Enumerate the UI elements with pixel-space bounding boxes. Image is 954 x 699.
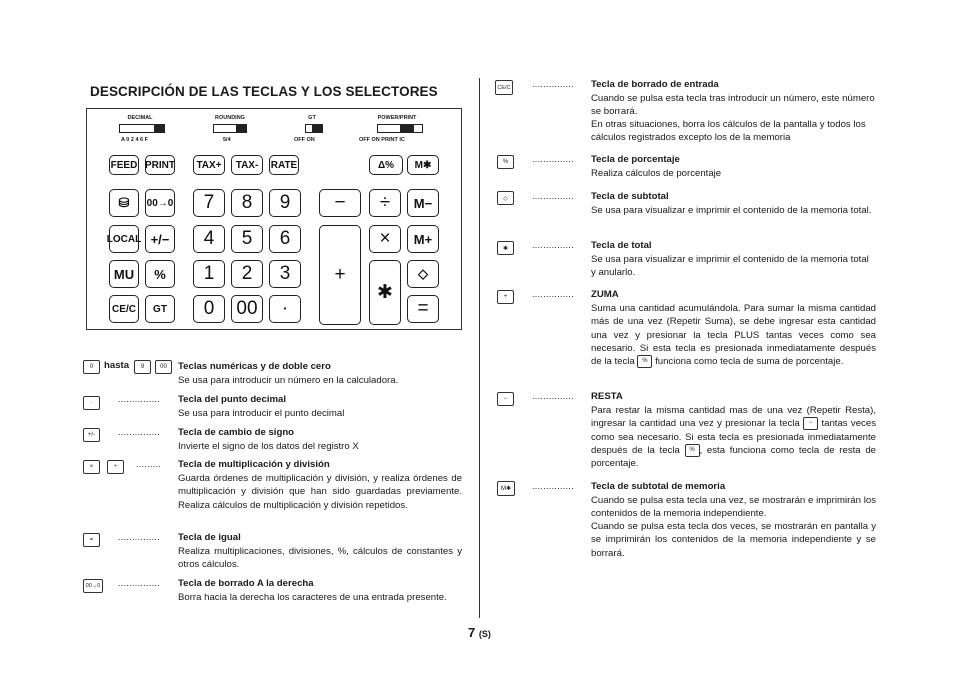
rounding-selector[interactable] <box>213 124 247 133</box>
entry-title: Teclas numéricas y de doble cero <box>178 361 331 372</box>
backspace-key[interactable]: 00→0 <box>145 189 175 217</box>
memory-subtotal-key[interactable]: M✱ <box>407 155 439 175</box>
sign-change-key[interactable]: +/− <box>145 225 175 253</box>
power-selector[interactable] <box>377 124 423 133</box>
key-2[interactable]: 2 <box>231 260 263 288</box>
entry-title: Tecla de multiplicación y división <box>178 459 330 470</box>
backspace-key-icon: 00→0 <box>83 579 103 593</box>
entry-text: Borra hacia la derecha los caracteres de una entrada presente. <box>178 592 447 603</box>
local-key[interactable]: LOCAL <box>109 225 139 253</box>
plus-key-icon: + <box>497 290 514 304</box>
entry-text: Se usa para visualizar e imprimir el contenido de la memoria total y anularlo. <box>591 254 869 279</box>
page-suffix: (S) <box>478 629 491 639</box>
key-4[interactable]: 4 <box>193 225 225 253</box>
total-key[interactable]: ✱ <box>369 260 401 325</box>
delta-percent-key[interactable]: Δ% <box>369 155 403 175</box>
key-9[interactable]: 9 <box>269 189 301 217</box>
key-0[interactable]: 0 <box>193 295 225 323</box>
page-number-value: 7 <box>468 625 476 640</box>
percent-key-icon: % <box>637 355 652 368</box>
entry-text-c: , esta funciona como tecla de resta de porcentaje. <box>591 444 877 470</box>
subtotal-key[interactable]: ◇ <box>407 260 439 288</box>
leader-dots: ............... <box>532 481 575 491</box>
entry-text: Cuando se pulsa esta tecla una vez, se mostrarán e imprimirán los contenidos de la memoria independiente. <box>591 495 876 520</box>
entry-text: Se usa para introducir el punto decimal <box>178 408 345 419</box>
entry-text-b: tantas veces como sea necesario. Si esta tecla es presionada inmediatamente después de la tecla <box>591 418 876 456</box>
percent-key[interactable]: % <box>145 260 175 288</box>
coin-key[interactable]: ⛁ <box>109 189 139 217</box>
leader-dots: ............... <box>118 532 161 542</box>
divide-key-icon: ÷ <box>107 460 124 474</box>
entry-title: ZUMA <box>591 289 619 300</box>
rate-key[interactable]: RATE <box>269 155 299 175</box>
percent-key-icon: % <box>497 155 514 169</box>
decimal-selector-label: DECIMAL <box>127 115 153 121</box>
clear-entry-key-icon: CE/C <box>495 80 513 95</box>
entry-text-2: En otras situaciones, borra los cálculos de la pantalla y todos los cálculos registrados excepto los de la memoria <box>591 119 866 144</box>
multiply-key[interactable]: × <box>369 225 401 253</box>
subtotal-key-icon: ◇ <box>497 191 514 205</box>
entry-title: Tecla de subtotal de memoria <box>591 481 726 492</box>
entry-title: Tecla de porcentaje <box>591 154 680 165</box>
rounding-positions: 5/4 <box>223 137 231 143</box>
entry-title: Tecla de total <box>591 240 652 251</box>
double-zero-key-icon: 00 <box>155 360 172 374</box>
plus-key[interactable]: + <box>319 225 361 325</box>
keyboard-illustration <box>86 108 462 330</box>
leader-dots: ............... <box>118 394 161 404</box>
page-heading: DESCRIPCIÓN DE LAS TECLAS Y LOS SELECTORES <box>90 84 438 99</box>
entry-text: Invierte el signo de los datos del registro X <box>178 441 359 452</box>
entry-text: Realiza multiplicaciones, divisiones, %, cálculos de constantes y otros cálculos. <box>178 546 462 571</box>
leader-dots: ............... <box>532 289 575 299</box>
minus-key[interactable]: − <box>319 189 361 217</box>
gt-selector-label: GT <box>308 115 316 121</box>
zero-key-icon: 0 <box>83 360 100 374</box>
memory-minus-key[interactable]: M− <box>407 189 439 217</box>
divide-key[interactable]: ÷ <box>369 189 401 217</box>
percent-key-icon: % <box>685 444 700 457</box>
leader-dots: ......... <box>136 459 162 469</box>
entry-text-a: Suma una cantidad acumulándola. Para sumar la misma cantidad más de una vez (Repetir Suma), se debe ingresar esta cantidad una vez y presionar la tecla PLUS tantas veces como sea necesario. Si esta tecla es presionada inmediatamente después de la tecla <box>591 303 876 368</box>
tax-minus-key[interactable]: TAX- <box>231 155 263 175</box>
leader-dots: ............... <box>532 240 575 250</box>
grand-total-key[interactable]: GT <box>145 295 175 323</box>
equals-key[interactable]: = <box>407 295 439 323</box>
gt-selector[interactable] <box>305 124 323 133</box>
memory-plus-key[interactable]: M+ <box>407 225 439 253</box>
sign-change-key-icon: +/- <box>83 428 100 442</box>
leader-dots: ............... <box>532 391 575 401</box>
column-divider <box>479 78 480 618</box>
page-number <box>468 625 491 640</box>
entry-text-2: Cuando se pulsa esta tecla dos veces, se mostrarán en pantalla y se imprimirán los contenidos de la memoria independiente y se borrará. <box>591 521 876 559</box>
key-1[interactable]: 1 <box>193 260 225 288</box>
key-3[interactable]: 3 <box>269 260 301 288</box>
entry-title: Tecla de borrado de entrada <box>591 79 719 90</box>
entry-text: Se usa para visualizar e imprimir el contenido de la memoria total. <box>591 205 872 216</box>
nine-key-icon: 9 <box>134 360 151 374</box>
entry-title: Tecla de cambio de signo <box>178 427 295 438</box>
leader-dots: ............... <box>118 427 161 437</box>
decimal-positions: A 0 2 4 6 F <box>121 137 149 143</box>
tax-plus-key[interactable]: TAX+ <box>193 155 225 175</box>
key-5[interactable]: 5 <box>231 225 263 253</box>
power-selector-label: POWER/PRINT <box>377 115 417 121</box>
print-key[interactable]: PRINT <box>145 155 175 175</box>
entry-title: Tecla del punto decimal <box>178 394 287 405</box>
clear-entry-key[interactable]: CE/C <box>109 295 139 323</box>
key-6[interactable]: 6 <box>269 225 301 253</box>
leader-dots: ............... <box>118 578 161 588</box>
key-8[interactable]: 8 <box>231 189 263 217</box>
rounding-selector-label: ROUNDING <box>215 115 245 121</box>
entry-text-b: funciona como tecla de suma de porcentaje. <box>655 356 844 368</box>
entry-text-a: Para restar la misma cantidad mas de una vez (Repetir Resta), ingresar la cantidad una vez y presionar la tecla <box>591 405 876 430</box>
entry-title: Tecla de igual <box>178 532 241 543</box>
decimal-point-key[interactable]: · <box>269 295 301 323</box>
entry-title: RESTA <box>591 391 623 402</box>
leader-dots: ............... <box>532 191 575 201</box>
entry-text <box>591 404 876 471</box>
equals-key-icon: = <box>83 533 100 547</box>
entry-text: Se usa para introducir un número en la calculadora. <box>178 375 399 386</box>
dot-key-icon: · <box>83 396 100 410</box>
feed-key[interactable]: FEED <box>109 155 139 175</box>
hasta-label: hasta <box>104 360 130 371</box>
entry-title: Tecla de borrado A la derecha <box>178 578 314 589</box>
total-key-icon: ✱ <box>497 241 514 255</box>
power-positions: OFF ON PRINT IC <box>359 137 405 143</box>
entry-text: Guarda órdenes de multiplicación y división, y realiza órdenes de multiplicación y división que han sido guardadas previamente. Realiza cálculos de multiplicación y división repetidos. <box>178 473 462 511</box>
multiply-key-icon: × <box>83 460 100 474</box>
gt-positions: OFF ON <box>294 137 315 143</box>
leader-dots: ............... <box>532 79 575 89</box>
key-00[interactable]: 00 <box>231 295 263 323</box>
minus-key-icon: − <box>497 392 514 406</box>
memory-subtotal-key-icon: M✱ <box>497 481 515 496</box>
leader-dots: ............... <box>532 154 575 164</box>
decimal-selector[interactable] <box>119 124 165 133</box>
entry-text: Cuando se pulsa esta tecla tras introducir un número, este número se borrará. <box>591 93 875 118</box>
entry-text: Realiza cálculos de porcentaje <box>591 168 722 179</box>
entry-title: Tecla de subtotal <box>591 191 669 202</box>
markup-key[interactable]: MU <box>109 260 139 288</box>
key-7[interactable]: 7 <box>193 189 225 217</box>
entry-text <box>591 302 876 369</box>
minus-key-icon: − <box>803 417 818 430</box>
